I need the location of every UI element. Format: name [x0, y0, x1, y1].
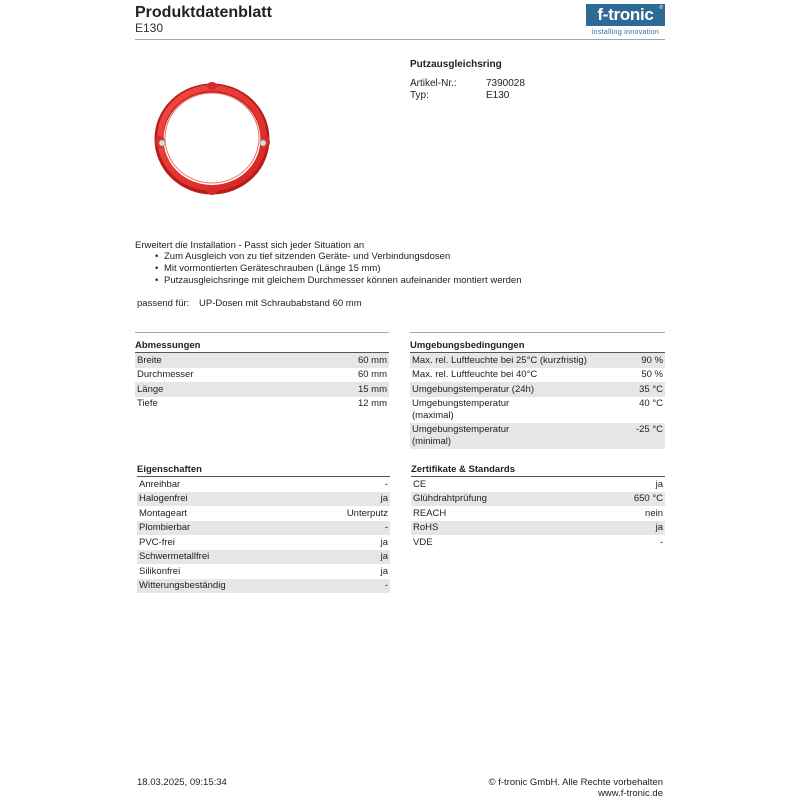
- table-row: [410, 353, 665, 368]
- row-label: Länge: [137, 383, 164, 395]
- table-row: [135, 353, 389, 368]
- row-label: Umgebungstemperatur (maximal): [412, 398, 510, 421]
- table-row: [411, 477, 665, 492]
- row-value: 12 mm: [357, 398, 387, 409]
- row-label: Witterungsbeständig: [139, 580, 226, 591]
- section-title: Umgebungsbedingungen: [410, 340, 525, 351]
- certificates-section: [411, 458, 665, 550]
- row-label: Halogenfrei: [139, 493, 188, 504]
- table-row: [137, 506, 390, 521]
- table-row: [135, 382, 389, 397]
- row-label: Max. rel. Luftfeuchte bei 25°C (kurzfristig): [412, 354, 587, 366]
- table-row: [137, 535, 390, 550]
- feature-item: • Putzausgleichsringe mit gleichem Durchmesser können aufeinander montiert werden: [155, 275, 522, 287]
- type-value: E130: [486, 90, 510, 101]
- feature-item: • Zum Ausgleich von zu tief sitzenden Geräte- und Verbindungsdosen: [155, 251, 522, 263]
- row-value: ja: [380, 493, 388, 504]
- table-row: [411, 506, 665, 521]
- article-number-row: [410, 78, 525, 89]
- row-label: VDE: [413, 536, 433, 548]
- row-value: -: [384, 522, 388, 533]
- row-label: Umgebungstemperatur (24h): [412, 383, 534, 395]
- type-label: Typ:: [410, 90, 429, 101]
- row-value: -25 °C: [635, 424, 663, 435]
- type-row: [410, 90, 509, 101]
- compatibility-value: UP-Dosen mit Schraubabstand 60 mm: [199, 298, 362, 309]
- row-label: Glühdrahtprüfung: [413, 493, 487, 504]
- brand-logo: [586, 4, 665, 34]
- logo-registered-mark: ®: [659, 5, 663, 11]
- row-value: 50 %: [641, 369, 663, 380]
- row-label: CE: [413, 478, 427, 490]
- row-label: Montageart: [139, 507, 188, 519]
- red-ring-image: [150, 76, 275, 201]
- logo-wordmark: f-tronic: [586, 4, 665, 26]
- row-label: Durchmesser: [137, 369, 194, 380]
- row-value: Unterputz: [346, 507, 388, 519]
- table-row: [137, 579, 390, 594]
- article-number-value: 7390028: [486, 78, 525, 89]
- feature-list: [155, 251, 522, 287]
- row-label: Schwermetallfrei: [139, 551, 210, 562]
- row-value: ja: [655, 478, 663, 490]
- row-value: -: [384, 580, 388, 591]
- table-row: [137, 477, 390, 492]
- row-label: Umgebungstemperatur (minimal): [412, 424, 510, 447]
- table-row: [411, 535, 665, 550]
- table-row: [410, 382, 665, 397]
- page-title: Produktdatenblatt: [135, 4, 272, 21]
- table-row: [410, 368, 665, 383]
- row-value: 90 %: [641, 354, 663, 366]
- row-value: -: [659, 536, 663, 548]
- table-row: [410, 397, 665, 423]
- header-divider: [135, 39, 665, 40]
- compatibility-label: passend für:: [137, 298, 190, 309]
- page-subtitle: E130: [135, 21, 164, 35]
- table-row: [137, 564, 390, 579]
- row-value: ja: [380, 536, 388, 548]
- row-value: ja: [655, 522, 663, 533]
- row-label: Silikonfrei: [139, 565, 181, 577]
- section-title: Zertifikate & Standards: [411, 464, 515, 475]
- row-label: Anreihbar: [139, 478, 181, 490]
- row-value: nein: [645, 507, 663, 519]
- row-label: Max. rel. Luftfeuchte bei 40°C: [412, 369, 538, 380]
- row-label: RoHS: [413, 522, 439, 533]
- dimensions-section: [135, 332, 389, 411]
- description-intro: Erweitert die Installation - Passt sich jeder Situation an: [135, 240, 365, 251]
- table-row: [135, 397, 389, 412]
- row-value: 60 mm: [357, 354, 387, 366]
- table-row: [411, 492, 665, 507]
- footer-copyright: © f-tronic GmbH. Alle Rechte vorbehalten: [488, 777, 663, 788]
- compatibility-row: [137, 298, 362, 309]
- article-number-label: Artikel-Nr.:: [410, 78, 457, 89]
- row-label: PVC-frei: [139, 536, 175, 548]
- row-label: Plombierbar: [139, 522, 191, 533]
- environment-section: [410, 332, 665, 449]
- row-value: 35 °C: [639, 383, 663, 395]
- table-row: [411, 521, 665, 536]
- section-title: Abmessungen: [135, 340, 201, 351]
- table-row: [137, 550, 390, 565]
- row-value: ja: [380, 551, 388, 562]
- properties-section: [137, 458, 390, 593]
- feature-item: • Mit vormontierten Geräteschrauben (Länge 15 mm): [155, 263, 522, 275]
- logo-tagline: installing innovation: [591, 29, 660, 36]
- table-row: [410, 423, 665, 449]
- row-value: 60 mm: [357, 369, 387, 380]
- row-value: -: [384, 478, 388, 490]
- row-value: 40 °C: [639, 398, 663, 409]
- row-label: REACH: [413, 507, 447, 519]
- footer-website-link[interactable]: www.f-tronic.de: [598, 788, 663, 799]
- row-label: Tiefe: [137, 398, 158, 409]
- row-label: Breite: [137, 354, 162, 366]
- table-row: [135, 368, 389, 383]
- section-title: Eigenschaften: [137, 464, 202, 475]
- product-name: Putzausgleichsring: [410, 59, 502, 70]
- row-value: 15 mm: [357, 383, 387, 395]
- row-value: ja: [380, 565, 388, 577]
- footer-timestamp: 18.03.2025, 09:15:34: [137, 777, 227, 788]
- row-value: 650 °C: [633, 493, 663, 504]
- table-row: [137, 521, 390, 536]
- table-row: [137, 492, 390, 507]
